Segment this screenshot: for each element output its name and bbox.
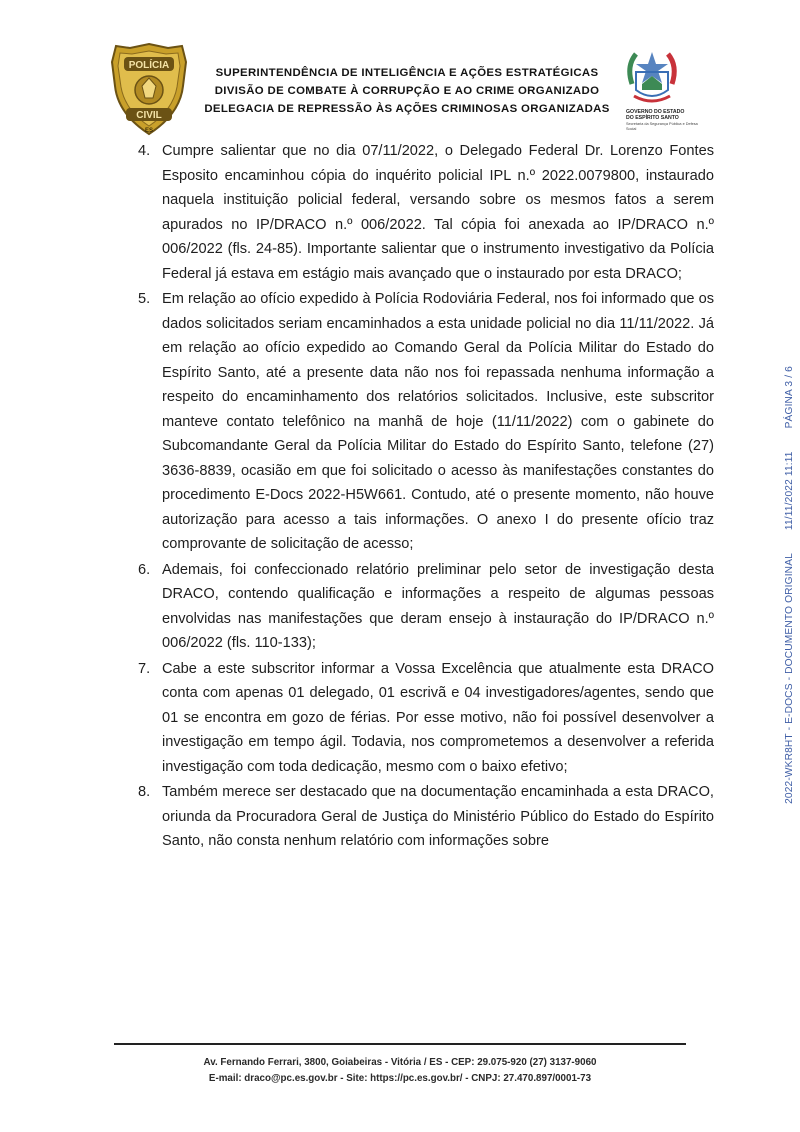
item-number: 5.: [138, 291, 151, 307]
item-text: Cabe a este subscritor informar a Vossa Excelência que atualmente esta DRACO conta com apenas 01 delegado, 01 escrivã e 04 investigadores/agentes, sendo que 01 se encontra em gozo de férias. Por esse motivo, não foi possível desenvolver a investigação em tempo ágil. Todavia, nos comprometemos a desenvolver a referida investigação com toda dedicação, mesmo com o baixo efetivo;: [162, 660, 714, 775]
item-number: 4.: [138, 143, 151, 159]
badge-top-text: POLÍCIA: [128, 60, 170, 71]
item-number: 7.: [138, 660, 151, 677]
badge-bottom-text: CIVIL: [136, 110, 162, 121]
secretariat-name: Secretaria da Segurança Pública e Defesa Social: [626, 122, 698, 131]
footer-address: Av. Fernando Ferrari, 3800, Goiabeiras - Vitória / ES - CEP: 29.075-920 (27) 3137-9060: [203, 1057, 597, 1068]
item-text: Em relação ao ofício expedido à Polícia Rodoviária Federal, nos foi informado que os dados solicitados seriam encaminhados a esta unidade policial no dia 11/11/2022. Já em relação ao ofício expedido ao Comando Geral da Polícia Militar do Estado do Espírito Santo, até a presente data não nos foi repassada nenhuma informação a respeito do encaminhamento dos relatórios solicitados. Inclusive, este subscritor manteve contato telefônico na manhã de hoje (11/11/2022) com o gabinete do Subcomandante Geral da Polícia Militar do Estado do Espírito Santo, telefone (27) 3636-8839, ocasião em que foi solicitado o acesso às manifestações constantes do procedimento E-Docs 2022-H5W661. Contudo, até o presente momento, não houve autorização para acesso a tais informações. O anexo I do presente ofício traz comprovante de solicitação de acesso;: [162, 291, 714, 552]
stamp-datetime: 11/11/2022 11:11: [784, 451, 795, 531]
numbered-paragraphs: [134, 139, 714, 855]
policia-civil-badge-icon: [110, 42, 188, 136]
item-text: Cumpre salientar que no dia 07/11/2022, o Delegado Federal Dr. Lorenzo Fontes Esposito encaminhou cópia do inquérito policial IPL n.º 2022.0079800, instaurado naquela instituição policial federal, versando sobre os mesmos fatos a serem apurados no IP/DRACO n.º 006/2022. Tal cópia foi anexada ao IP/DRACO n.º 006/2022 (fls. 24-85). Importante salientar que o instrumento investigativo da Polícia Federal já estava em estágio mais avançado que o instaurado por esta DRACO;: [162, 143, 714, 282]
badge-state-text: ES: [144, 128, 154, 134]
letterhead-line-3: DELEGACIA DE REPRESSÃO ÀS AÇÕES CRIMINOSAS ORGANIZADAS: [204, 103, 610, 115]
list-item: [134, 657, 714, 780]
stamp-document-code: 2022-WKR8HT - E-DOCS - DOCUMENTO ORIGINAL: [784, 553, 795, 804]
stamp-page-number: PÁGINA 3 / 6: [784, 366, 795, 429]
item-text: Também merece ser destacado que na documentação encaminhada a esta DRACO, oriunda da Procuradora Geral de Justiça do Ministério Público do Estado do Espírito Santo, não consta nenhum relatório com informações sobre: [162, 784, 714, 849]
footer-divider: [114, 1043, 686, 1045]
footer-contacts: E-mail: draco@pc.es.gov.br - Site: https://pc.es.gov.br/ - CNPJ: 27.470.897/0001-73: [208, 1072, 592, 1084]
footer-contact: [100, 1055, 700, 1086]
list-item: [134, 287, 714, 557]
item-number: 8.: [138, 784, 151, 800]
government-name-line-1: GOVERNO DO ESTADO: [626, 109, 685, 115]
item-text: Ademais, foi confeccionado relatório preliminar pelo setor de investigação desta DRACO, contendo qualificação e informações a respeito de algumas pessoas envolvidas nas manifestações que deram ensejo à instauração do IP/DRACO n.º 006/2022 (fls. 110-133);: [162, 561, 714, 651]
list-item: [134, 139, 714, 286]
government-name-line-2: DO ESPÍRITO SANTO: [626, 115, 679, 121]
letterhead-line-2: DIVISÃO DE COMBATE À CORRUPÇÃO E AO CRIME ORGANIZADO: [214, 85, 600, 97]
list-item: [134, 780, 714, 854]
edocs-vertical-stamp: [784, 346, 795, 804]
list-item: [134, 558, 714, 656]
state-coat-of-arms-icon: [622, 46, 682, 108]
letterhead-line-1: SUPERINTENDÊNCIA DE INTELIGÊNCIA E AÇÕES ESTRATÉGICAS: [215, 67, 599, 79]
letterhead: [0, 0, 800, 140]
item-number: 6.: [138, 561, 151, 578]
letterhead-titles: [192, 64, 622, 118]
government-name: [626, 109, 708, 121]
